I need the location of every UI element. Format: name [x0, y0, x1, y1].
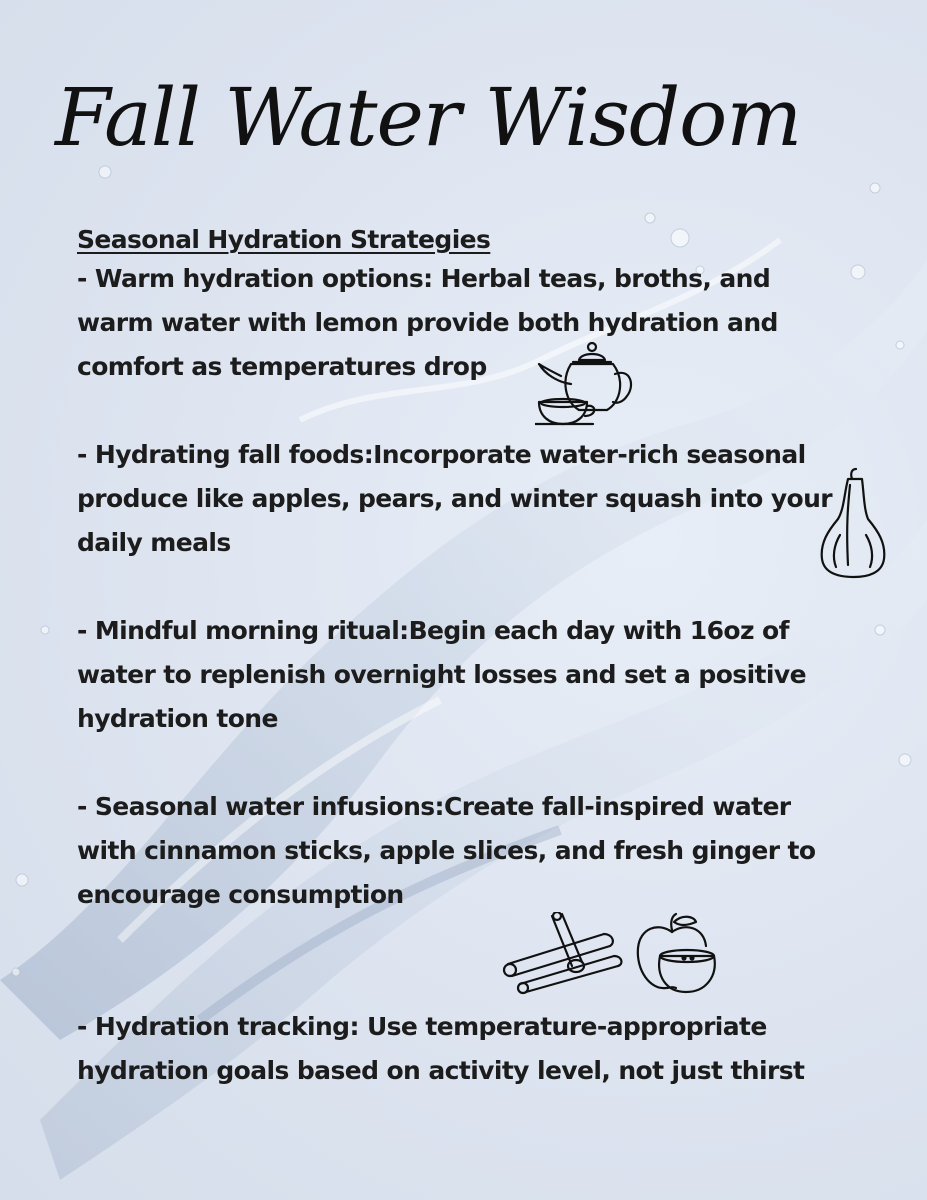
strategy-item-morning-ritual: - Mindful morning ritual:Begin each day with 16oz of water to replenish overnight losses and set a positive hydration tone	[77, 616, 806, 733]
cinnamon-and-apple-icon	[500, 912, 722, 996]
section-heading: Seasonal Hydration Strategies	[77, 225, 491, 254]
butternut-squash-icon	[818, 465, 888, 580]
page-title: Fall Water Wisdom	[55, 71, 802, 164]
teapot-and-cup-icon	[535, 340, 640, 428]
strategy-item-water-infusions: - Seasonal water infusions:Create fall-inspired water with cinnamon sticks, apple slices, and fresh ginger to encourage consumption	[77, 792, 816, 909]
strategy-item-hydration-tracking: - Hydration tracking: Use temperature-appropriate hydration goals based on activity level, not just thirst	[77, 1012, 805, 1085]
strategy-item-warm-hydration: - Warm hydration options: Herbal teas, broths, and warm water with lemon provide both hydration and comfort as temperatures drop	[77, 264, 778, 381]
strategies-section	[77, 223, 847, 1093]
strategy-item-fall-foods: - Hydrating fall foods:Incorporate water-rich seasonal produce like apples, pears, and winter squash into your daily meals	[77, 440, 833, 557]
